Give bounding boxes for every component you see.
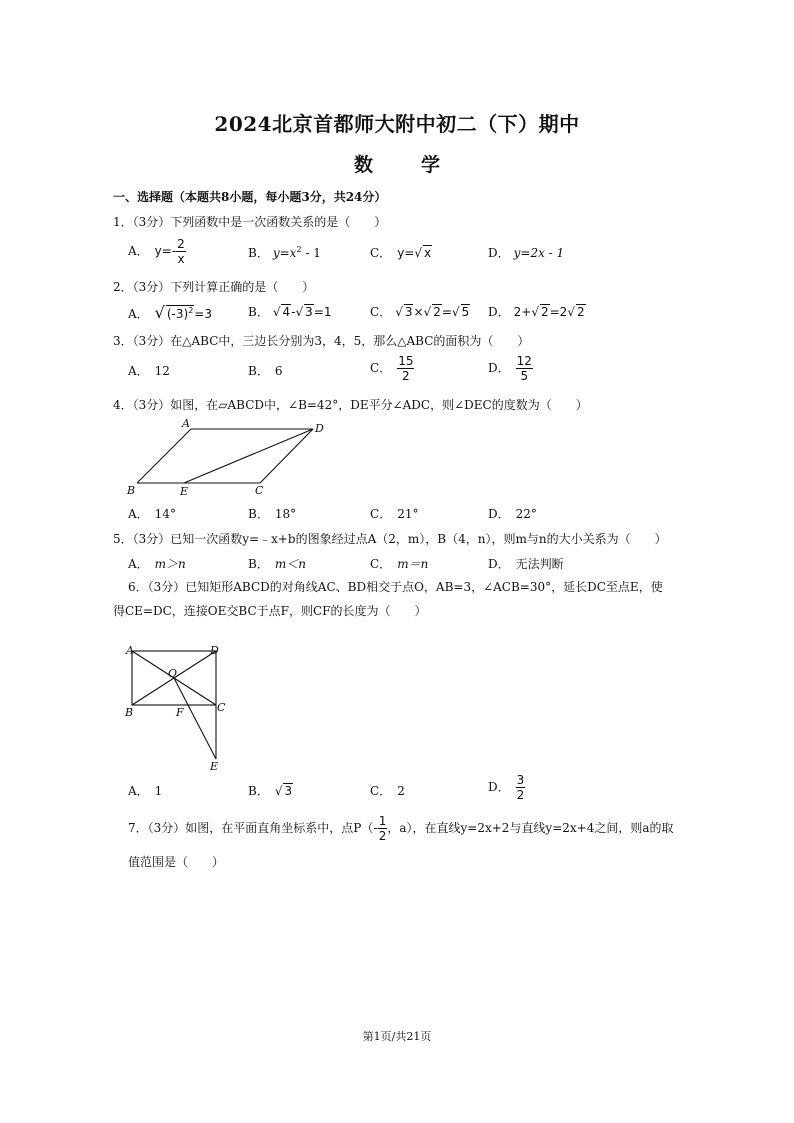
question-4-option-c: C． 21° [370,507,419,521]
question-1-stem: 1．（3分）下列函数中是一次函数关系的是（ ） [113,215,387,229]
label-e: E [180,485,189,498]
question-3-option-d: D． $\frac{12}{5}$ [488,354,532,383]
question-4-stem: 4．（3分）如图，在▱ABCD中，∠B=42°，DE平分∠ADC，则∠DEC的度数为（ ） [113,398,588,412]
section-heading: 一、选择题（本题共8小题，每小题3分，共24分） [113,190,387,204]
label-b: B [125,706,134,719]
question-1-option-a: A． y=- $\frac{2}{x}$ [128,237,185,266]
question-6-stem-line-2: 得CE=DC，连接OE交BC于点F，则CF的长度为（ ） [113,604,427,618]
question-1-option-c: C． y=√ x [370,246,432,260]
question-4-option-a: A． 14° [128,507,176,521]
question-7-stem-line-1: 7．（3分）如图，在平面直角坐标系中，点P（- $\frac{1}{2}$ ，a），在直线y=2x+2与直线y=2x+4之间，则a的取 [128,814,674,843]
edge-dc [260,429,313,483]
label-a: A [182,417,190,430]
question-5-option-d: D． 无法判断 [488,557,564,571]
question-2-stem: 2．（3分）下列计算正确的是（ ） [113,280,315,294]
question-6-figure [120,640,240,772]
question-1-option-d: D． y=2x - 1 [488,246,565,260]
question-2-option-a: A． √ $(-3)^2=3$ [128,303,212,322]
label-b: B [127,484,136,497]
question-1-option-b: B． $y=x^2 - 1$ [248,245,321,260]
question-6-option-c: C． 2 [370,784,405,798]
question-4-option-d: D． 22° [488,507,537,521]
segment-de [184,429,313,483]
question-3-option-a: A． 12 [128,364,170,378]
label-e: E [210,760,219,772]
subject-char-1: 数 [353,154,373,176]
question-4-figure [120,414,340,500]
question-5-option-b: B． m＜n [248,557,306,571]
subject-title [0,150,794,177]
label-c: C [217,701,226,714]
question-6-option-a: A． 1 [128,784,163,798]
label-d: D [210,644,219,657]
question-4-option-b: B． 18° [248,507,297,521]
label-o: O [168,667,178,680]
question-2-option-b: B． √ 4-√ 3=1 [248,305,332,319]
question-3-option-c: C． $\frac{15}{2}$ [370,354,414,383]
subject-char-2: 学 [421,154,441,176]
question-2-option-d: D． 2+√ 2=2√ 2 [488,305,585,319]
label-f: F [176,706,184,719]
label-d: D [315,422,324,435]
label-a: A [126,644,134,657]
question-5-option-c: C． m＝n [370,557,429,571]
question-5-option-a: A． m＞n [128,557,186,571]
page-number: 第1页/共21页 [362,1030,432,1043]
question-5-stem: 5．（3分）已知一次函数y=﹣x+b的图象经过点A（2，m），B（4，n），则m与n的大小关系为（ ） [113,532,667,546]
label-c: C [255,484,264,497]
question-6-stem-line-1: 6．（3分）已知矩形ABCD的对角线AC、BD相交于点O，AB=3，∠ACB=30°，延长DC至点E，使 [128,580,663,594]
page-title: 2024北京首都师大附中初二（下）期中 [214,112,580,136]
question-3-stem: 3．（3分）在△ABC中，三边长分别为3，4，5，那么△ABC的面积为（ ） [113,334,530,348]
question-3-option-b: B． 6 [248,364,283,378]
question-6-option-d: D． $\frac{3}{2}$ [488,773,525,802]
question-7-stem-line-2: 值范围是（ ） [128,855,225,869]
edge-ba [137,429,191,483]
question-2-option-c: C． √ 3×√ 2=√ 5 [370,305,470,319]
question-6-option-b: B． √ 3 [248,784,293,798]
